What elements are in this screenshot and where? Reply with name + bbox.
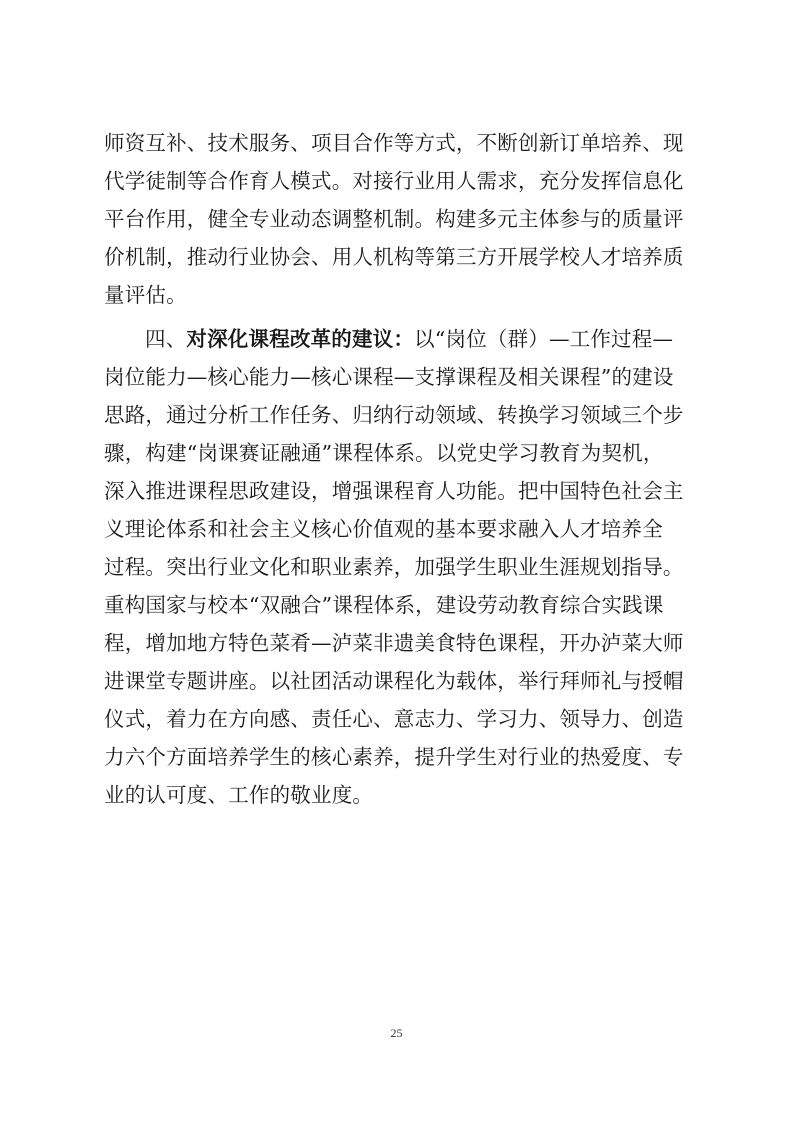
text-line: 平台作用，健全专业动态调整机制。构建多元主体参与的质量评: [104, 207, 684, 231]
paragraph-1: [104, 124, 694, 314]
text-line: 仪式，着力在方向感、责任心、意志力、学习力、领导力、创造: [104, 707, 684, 731]
body-text: [104, 124, 694, 814]
text-line: 代学徒制等合作育人模式。对接行业用人需求，充分发挥信息化: [104, 169, 684, 193]
text-line: 力六个方面培养学生的核心素养，提升学生对行业的热爱度、专: [104, 745, 684, 769]
paragraph-2: [104, 320, 694, 814]
text-line: 义理论体系和社会主义核心价值观的基本要求融入人才培养全: [104, 517, 663, 541]
text-run: 以“岗位（群）—工作过程—: [414, 327, 674, 351]
text-line: 进课堂专题讲座。以社团活动课程化为载体，举行拜师礼与授帽: [104, 669, 684, 693]
text-line: 师资互补、技术服务、项目合作等方式，不断创新订单培养、现: [104, 131, 684, 155]
text-line: 深入推进课程思政建设，增强课程育人功能。把中国特色社会主: [104, 479, 684, 503]
paragraph-2-first-line: [104, 320, 694, 358]
text-line: 业的认可度、工作的敬业度。: [104, 783, 374, 807]
section-number: 四、: [145, 327, 187, 351]
text-line: 量评估。: [104, 283, 187, 307]
page-number: 25: [390, 1026, 403, 1040]
section-heading: 对深化课程改革的建议：: [186, 327, 415, 351]
text-line: 骤，构建“岗课赛证融通”课程体系。以党史学习教育为契机，: [104, 441, 664, 465]
text-line: 程，增加地方特色菜肴—泸菜非遗美食特色课程，开办泸菜大师: [104, 631, 684, 655]
text-line: 价机制，推动行业协会、用人机构等第三方开展学校人才培养质: [104, 245, 684, 269]
text-line: 岗位能力—核心能力—核心课程—支撑课程及相关课程”的建设: [104, 365, 674, 389]
text-line: 思路，通过分析工作任务、归纳行动领域、转换学习领域三个步: [104, 403, 684, 427]
text-line: 重构国家与校本“双融合”课程体系，建设劳动教育综合实践课: [104, 593, 664, 617]
text-line: 过程。突出行业文化和职业素养，加强学生职业生涯规划指导。: [104, 555, 684, 579]
